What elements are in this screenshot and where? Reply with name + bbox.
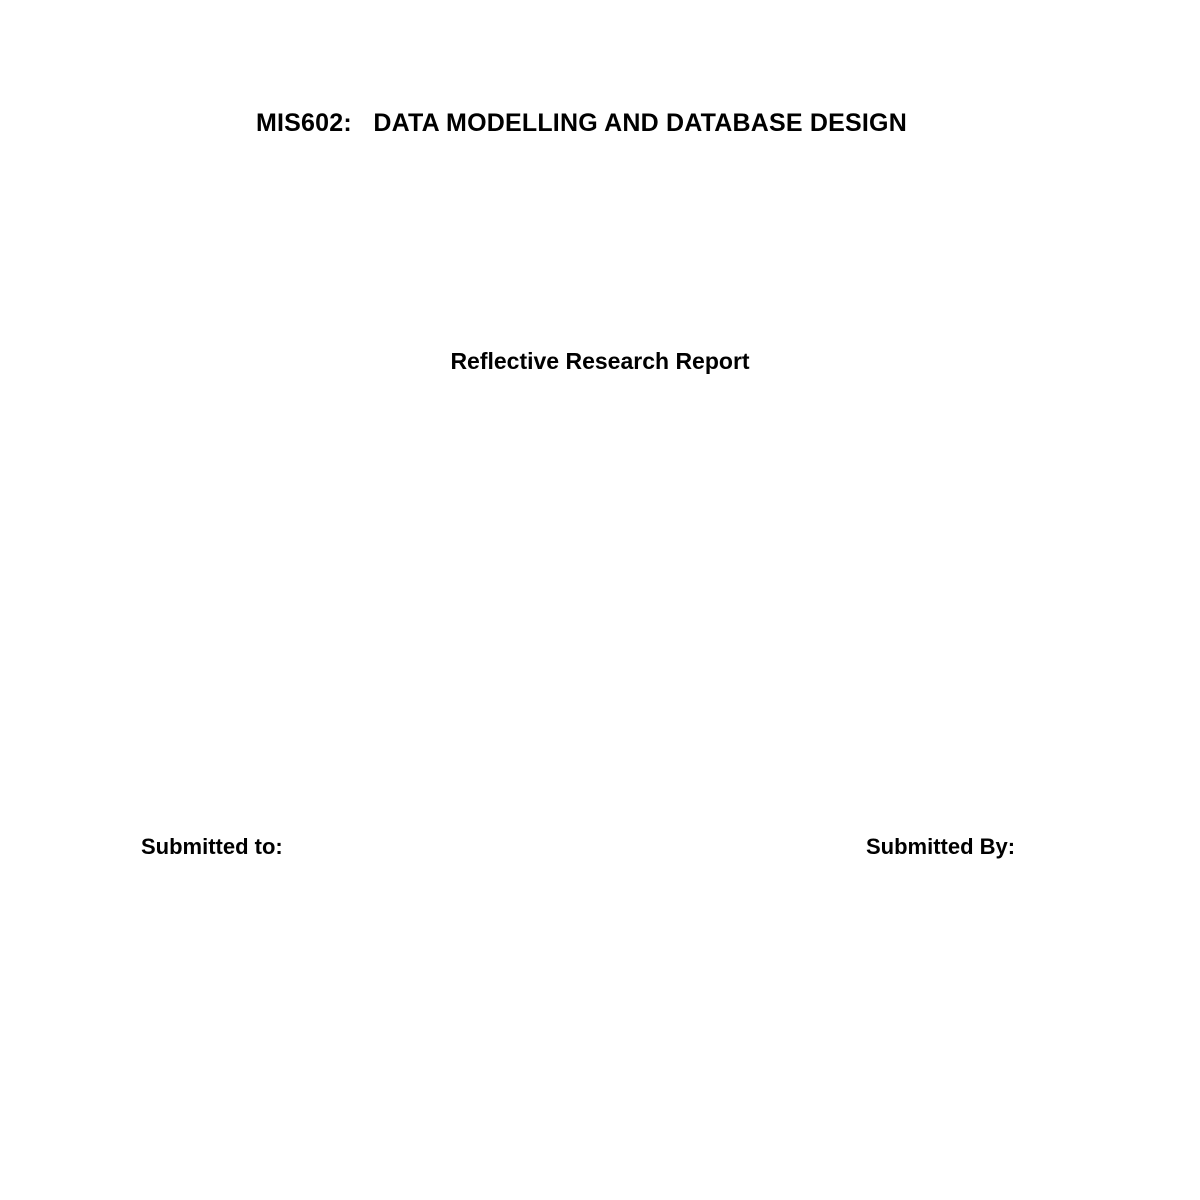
signature-block bbox=[0, 834, 1200, 868]
submitted-by-label: Submitted By: bbox=[866, 834, 1016, 859]
report-title-wrapper bbox=[0, 348, 1200, 376]
course-title: MIS602: DATA MODELLING AND DATABASE DESIGN bbox=[256, 109, 907, 137]
submitted-to-label: Submitted to: bbox=[141, 834, 283, 859]
report-title: Reflective Research Report bbox=[450, 348, 750, 374]
